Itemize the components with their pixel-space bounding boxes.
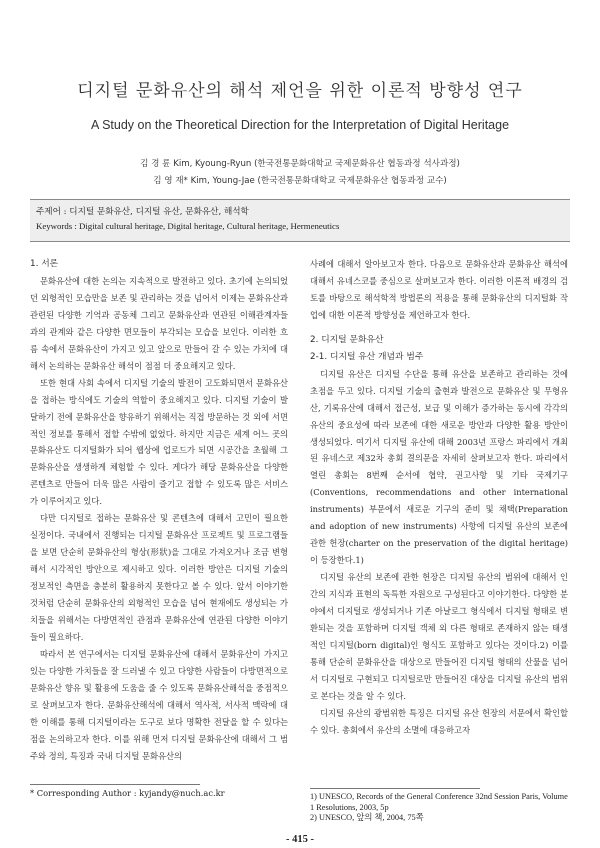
author-1: 김 경 륜 Kim, Kyoung-Ryun (한국전통문화대학교 국제문화유산 협동과정 석사과정) (140, 159, 460, 169)
footnote-divider-left (30, 784, 200, 785)
paragraph: 또한 현대 사회 속에서 디지털 기술의 발전이 고도화되면서 문화유산을 접하는 방식에도 기술의 역할이 중요해지고 있다. 디지털 기술이 발달하기 전에 문화유산을 향유하기 위해서는 직접 방문하는 것 외에 서면적인 정보를 통해서 접할 수밖에 없었다. 하지만 지금은 세계 어느 곳의 문화유산도 디지털화가 되어 웹상에 업로드가 되면 시공간을 초월해 그 문화유산을 생생하게 체험할 수 있다. 게다가 해당 문화유산을 다양한 콘텐츠로 만들어 더욱 많은 사람이 즐기고 접할 수 있도록 많은 서비스가 이루어지고 있다. (30, 377, 288, 507)
page-number: - 415 - (286, 834, 314, 845)
paragraph: 디지털 유산의 보존에 관한 헌장은 디지털 유산의 범위에 대해서 인간의 지식과 표현의 독특한 자원으로 구성된다고 이야기한다. 다양한 분야에서 디지털로 생성되거나 기존 아날로그 형식에서 디지털 형태로 변환되는 것을 포함하며 디지털 객체 외 다른 형태로 존재하지 않는 태생적인 디지털(born digital)인 형식도 포함하고 있다는 것이다.2) 이를 통해 단순히 문화유산을 대상으로 만들어진 디지털 형태의 산물을 넘어서 디지털로 구현되고 디지털로만 만들어진 대상을 디지털 유산의 범위로 본다는 것을 알 수 있다. (310, 572, 568, 701)
footnote-divider-right (310, 788, 480, 789)
footnote: 2) UNESCO, 앞의 책, 2004, 75쪽 (310, 813, 424, 822)
section-heading-intro: 1. 서론 (30, 259, 59, 269)
paragraph: 디지털 유산의 광범위한 특징은 디지털 유산 헌장의 서문에서 확인할 수 있다. 총회에서 유산의 소멸에 대응하고자 (310, 707, 568, 735)
left-column (30, 256, 288, 765)
corresponding-author-note: * Corresponding Author : kyjandy@nuch.ac.kr (30, 788, 225, 798)
footnote: 1) UNESCO, Records of the General Conference 32nd Session Paris, Volume 1 Resolutions, 2003, 5p (310, 792, 568, 812)
keywords-english: Keywords : Digital cultural heritage, Digital heritage, Cultural heritage, Hermeneutics (36, 221, 340, 231)
paragraph: 디지털 유산은 디지털 수단을 통해 유산을 보존하고 관리하는 것에 초점을 두고 있다. 디지털 기술의 출현과 발전으로 문화유산 및 무형유산, 기록유산에 대해서 접근성, 보급 및 이해가 증가하는 동시에 각각의 유산의 중요성에 따라 보존에 대한 새로운 방안과 다양한 활용 방안이 생성되었다. 여기서 디지털 유산에 대해 2003년 프랑스 파리에서 개최된 유네스코 제32차 총회 결의문을 자세히 살펴보고자 한다. 파리에서 열린 총회는 8번째 순서에 협약, 권고사항 및 기타 국제기구(Conventions, recommendations and other international instruments) 부문에서 새로운 기구의 준비 및 채택(Preparation and adoption of new instruments) 사항에 디지털 유산의 보존에 관한 헌장(charter on the preservation of the digital heritage)이 등장한다.1) (310, 368, 568, 566)
title-english: A Study on the Theoretical Direction for the Interpretation of Digital Heritage (90, 118, 510, 132)
keywords-korean: 주제어 : 디지털 문화유산, 디지털 유산, 문화유산, 해석학 (36, 207, 249, 217)
paragraph: 다만 디지털로 접하는 문화유산 및 콘텐츠에 대해서 고민이 필요한 실정이다. 국내에서 진행되는 디지털 문화유산 프로젝트 및 프로그램들을 보면 단순히 문화유산의 형상(形狀)을 그대로 가져오거나 조금 변형해서 시각적인 방안으로 제시하고 있다. 이러한 방안은 디지털 기술의 정보적인 측면을 충분히 활용하지 못한다고 볼 수 있다. 앞서 이야기한 것처럼 단순히 문화유산의 외형적인 모습을 넘어 현재에도 생성되는 가치들을 위해서는 다방면적인 관점과 문화유산에 연관된 다양한 이야기들이 필요하다. (30, 513, 288, 642)
paragraph: 사례에 대해서 알아보고자 한다. 다음으로 문화유산과 문화유산 해석에 대해서 유네스코를 중심으로 살펴보고자 한다. 이러한 이론적 배경의 검토를 바탕으로 해석학적 방법론의 적용을 통해 문화유산의 디지털화 작업에 대한 이론적 방향성을 제언하고자 한다. (310, 259, 568, 320)
right-column (310, 256, 568, 739)
section-heading-digital-heritage: 2. 디지털 문화유산 (310, 334, 384, 345)
title-korean: 디지털 문화유산의 해석 제언을 위한 이론적 방향성 연구 (77, 81, 523, 101)
paragraph: 문화유산에 대한 논의는 지속적으로 발전하고 있다. 초기에 논의되었던 외형적인 모습만을 보존 및 관리하는 것을 넘어서 이제는 문화유산과 관련된 다양한 기억과 공동체 그리고 문화유산과 연관된 이해관계자들과의 관계와 같은 다양한 면모들이 부각되는 모습을 보인다. 이러한 흐름 속에서 문화유산이 가지고 있고 앞으로 만들어 갈 수 있는 가치에 대해서 논의하는 문화유산 해석이 점점 더 중요해지고 있다. (30, 275, 288, 371)
subsection-heading: 2-1. 디지털 유산 개념과 범주 (310, 351, 424, 362)
author-2: 김 영 재* Kim, Young-Jae (한국전통문화대학교 국제문화유산 협동과정 교수) (153, 176, 447, 186)
paragraph: 따라서 본 연구에서는 디지털 문화유산에 대해서 문화유산이 가지고 있는 다양한 가치들을 잘 드러낼 수 있고 다양한 사람들이 다방면적으로 문화유산 향유 및 활용에 도움을 줄 수 있도록 문화유산해석을 중점적으로 살펴보고자 한다. 문화유산해석에 대해서 역사적, 서사적 맥락에 대한 이해를 통해 디지털이라는 도구로 보다 명확한 전달을 할 수 있다는 점을 논의하고자 한다. 이를 위해 먼저 디지털 문화유산에 대해서 그 범주와 정의, 특징과 국내 디지털 문화유산의 (30, 648, 288, 761)
